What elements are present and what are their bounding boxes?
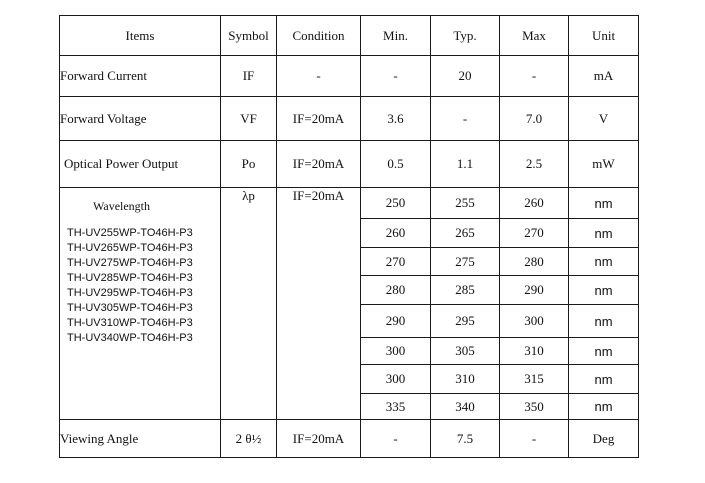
- header-row: [60, 16, 639, 56]
- typ-cell: 20: [431, 56, 500, 97]
- typ-cell: 295: [431, 305, 500, 338]
- min-cell: -: [361, 56, 431, 97]
- header-unit: Unit: [569, 16, 639, 56]
- symbol-cell: 2 θ½: [221, 420, 277, 458]
- max-cell: 7.0: [500, 97, 569, 141]
- spec-table: [59, 15, 639, 458]
- item-cell: Viewing Angle: [60, 420, 221, 458]
- min-cell: 250: [361, 188, 431, 219]
- unit-cell: nm: [569, 219, 639, 248]
- unit-cell: V: [569, 97, 639, 141]
- header-symbol: Symbol: [221, 16, 277, 56]
- max-cell: 300: [500, 305, 569, 338]
- header-min: Min.: [361, 16, 431, 56]
- min-cell: -: [361, 420, 431, 458]
- wavelength-label: Wavelength: [93, 199, 151, 213]
- min-cell: 300: [361, 365, 431, 394]
- max-cell: 280: [500, 248, 569, 276]
- unit-cell: mW: [569, 141, 639, 188]
- typ-cell: 310: [431, 365, 500, 394]
- min-cell: 3.6: [361, 97, 431, 141]
- typ-cell: 305: [431, 338, 500, 365]
- model-name: TH-UV305WP-TO46H-P3: [67, 302, 193, 314]
- symbol-cell: Po: [221, 141, 277, 188]
- min-cell: 0.5: [361, 141, 431, 188]
- min-cell: 280: [361, 276, 431, 305]
- min-cell: 270: [361, 248, 431, 276]
- typ-cell: 285: [431, 276, 500, 305]
- symbol-cell: VF: [221, 97, 277, 141]
- wavelength-item-cell: [60, 188, 221, 420]
- max-cell: 310: [500, 338, 569, 365]
- wavelength-row: [60, 188, 639, 219]
- model-list: [60, 226, 220, 346]
- min-cell: 300: [361, 338, 431, 365]
- model-name: TH-UV275WP-TO46H-P3: [67, 257, 193, 269]
- unit-cell: nm: [569, 305, 639, 338]
- max-cell: 2.5: [500, 141, 569, 188]
- condition-cell: IF=20mA: [277, 141, 361, 188]
- unit-cell: nm: [569, 188, 639, 219]
- condition-cell: IF=20mA: [277, 97, 361, 141]
- max-cell: 290: [500, 276, 569, 305]
- typ-cell: 7.5: [431, 420, 500, 458]
- max-cell: -: [500, 56, 569, 97]
- max-cell: -: [500, 420, 569, 458]
- unit-cell: Deg: [569, 420, 639, 458]
- item-cell: Forward Current: [60, 56, 221, 97]
- unit-cell: nm: [569, 276, 639, 305]
- unit-cell: mA: [569, 56, 639, 97]
- model-name: TH-UV285WP-TO46H-P3: [67, 272, 193, 284]
- wavelength-symbol-cell: λp: [221, 188, 277, 420]
- model-name: TH-UV295WP-TO46H-P3: [67, 287, 193, 299]
- wavelength-condition-cell: IF=20mA: [277, 188, 361, 420]
- header-max: Max: [500, 16, 569, 56]
- header-typ: Typ.: [431, 16, 500, 56]
- unit-cell: nm: [569, 248, 639, 276]
- header-condition: Condition: [277, 16, 361, 56]
- typ-cell: 340: [431, 394, 500, 420]
- min-cell: 290: [361, 305, 431, 338]
- typ-cell: 255: [431, 188, 500, 219]
- header-items: Items: [60, 16, 221, 56]
- max-cell: 350: [500, 394, 569, 420]
- model-name: TH-UV340WP-TO46H-P3: [67, 332, 193, 344]
- unit-cell: nm: [569, 338, 639, 365]
- item-cell: Optical Power Output: [60, 141, 221, 188]
- max-cell: 260: [500, 188, 569, 219]
- model-name: TH-UV265WP-TO46H-P3: [67, 242, 193, 254]
- table-row: [60, 141, 639, 188]
- condition-cell: -: [277, 56, 361, 97]
- condition-cell: IF=20mA: [277, 420, 361, 458]
- typ-cell: 265: [431, 219, 500, 248]
- typ-cell: -: [431, 97, 500, 141]
- typ-cell: 1.1: [431, 141, 500, 188]
- model-name: TH-UV310WP-TO46H-P3: [67, 317, 193, 329]
- table-row: [60, 56, 639, 97]
- min-cell: 260: [361, 219, 431, 248]
- min-cell: 335: [361, 394, 431, 420]
- unit-cell: nm: [569, 365, 639, 394]
- max-cell: 270: [500, 219, 569, 248]
- unit-cell: nm: [569, 394, 639, 420]
- model-name: TH-UV255WP-TO46H-P3: [67, 227, 193, 239]
- table-row: [60, 97, 639, 141]
- symbol-cell: IF: [221, 56, 277, 97]
- typ-cell: 275: [431, 248, 500, 276]
- table-row: [60, 420, 639, 458]
- item-cell: Forward Voltage: [60, 97, 221, 141]
- max-cell: 315: [500, 365, 569, 394]
